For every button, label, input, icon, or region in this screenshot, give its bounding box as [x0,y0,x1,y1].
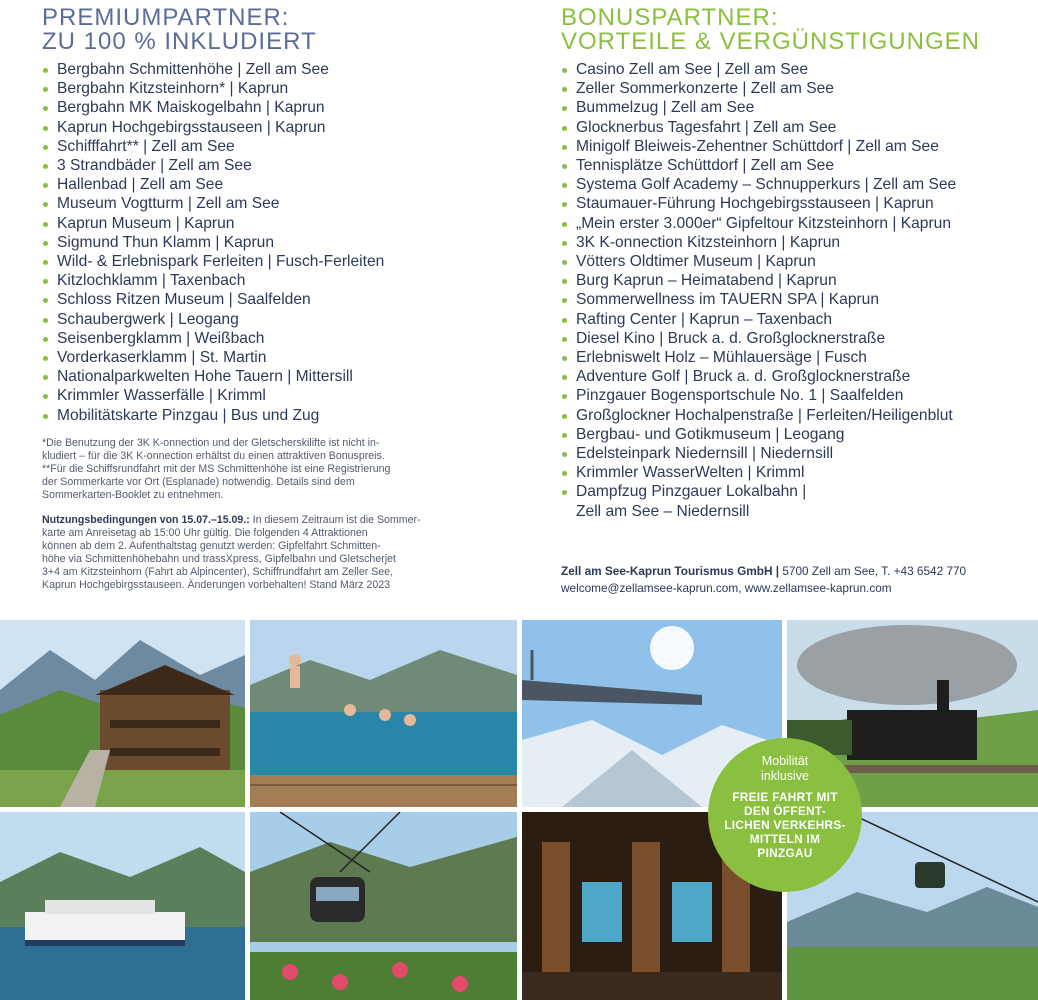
list-item: 3 Strandbäder | Zell am See [42,156,512,175]
contact-line2: welcome@zellamsee-kaprun.com, www.zellamsee-kaprun.com [561,581,892,595]
conditions-line: 3+4 am Kitzsteinhorn (Fahrt ab Alpincenter), Schiffrundfahrt am Zeller See, [42,565,394,578]
mobility-badge [708,738,862,892]
list-item: Glocknerbus Tagesfahrt | Zell am See [561,118,1031,137]
list-item [561,482,1031,520]
list-item: Schifffahrt** | Zell am See [42,137,512,156]
list-item: Kitzlochklamm | Taxenbach [42,271,512,290]
list-item: Tennisplätze Schüttdorf | Zell am See [561,156,1031,175]
list-item: Burg Kaprun – Heimatabend | Kaprun [561,271,1031,290]
cable-car-flowers-photo [250,812,517,1000]
contact-company: Zell am See-Kaprun Tourismus GmbH | [561,564,780,578]
conditions-line: höhe via Schmittenhöhebahn und trassXpress, Gipfelbahn und Gletscherjet [42,552,396,565]
list-item: Mobilitätskarte Pinzgau | Bus und Zug [42,406,512,425]
list-item: Erlebniswelt Holz – Mühlauersäge | Fusch [561,348,1031,367]
badge-bold-line: PINZGAU [757,846,813,860]
footnote-line: Sommerkarten-Booklet zu entnehmen. [42,488,224,501]
list-item: Sommerwellness im TAUERN SPA | Kaprun [561,290,1031,309]
premium-partner-heading [42,6,512,54]
premium-heading-line2: ZU 100 % INKLUDIERT [42,28,317,55]
bonus-partner-section [561,6,1031,521]
list-item: Rafting Center | Kaprun – Taxenbach [561,310,1031,329]
list-item: Diesel Kino | Bruck a. d. Großglocknerstraße [561,329,1031,348]
list-item: Kaprun Hochgebirgsstauseen | Kaprun [42,118,512,137]
list-item: Seisenbergklamm | Weißbach [42,329,512,348]
list-item: Kaprun Museum | Kaprun [42,214,512,233]
conditions-line: Kaprun Hochgebirgsstauseen. Änderungen vorbehalten! Stand März 2023 [42,578,391,591]
contact-info [561,563,1031,597]
list-item: „Mein erster 3.000er“ Gipfeltour Kitzsteinhorn | Kaprun [561,214,1031,233]
premium-partner-section [42,6,512,592]
footnote-line: **Für die Schiffsrundfahrt mit der MS Schmittenhöhe ist eine Registrierung [42,462,391,475]
list-item: Systema Golf Academy – Schnupperkurs | Zell am See [561,175,1031,194]
list-item: Edelsteinpark Niedernsill | Niedernsill [561,444,1031,463]
list-item: Schloss Ritzen Museum | Saalfelden [42,290,512,309]
conditions-line: können ab dem 2. Aufenthaltstag genutzt werden: Gipfelfahrt Schmitten- [42,539,381,552]
list-item: Pinzgauer Bogensportschule No. 1 | Saalfelden [561,386,1031,405]
contact-line1 [561,563,1031,580]
bonus-partner-heading [561,6,1031,54]
bonus-heading-line2: VORTEILE & VERGÜNSTIGUNGEN [561,28,980,55]
list-item: Vorderkaserklamm | St. Martin [42,348,512,367]
list-item: Sigmund Thun Klamm | Kaprun [42,233,512,252]
badge-line1: Mobilität [761,754,809,768]
lake-jump-photo [250,620,517,807]
list-item: Minigolf Bleiweis-Zehentner Schüttdorf | Zell am See [561,137,1031,156]
badge-bold-line: DEN ÖFFENT- [744,804,826,818]
list-item: Krimmler WasserWelten | Krimml [561,463,1031,482]
bonus-partner-list [561,60,1031,521]
list-item-line1: Dampfzug Pinzgauer Lokalbahn | [576,483,807,501]
premium-heading-line1: PREMIUMPARTNER: [42,4,290,31]
list-item: Vötters Oldtimer Museum | Kaprun [561,252,1031,271]
list-item: Adventure Golf | Bruck a. d. Großglocknerstraße [561,367,1031,386]
conditions-first-line [42,514,512,527]
conditions-label: Nutzungsbedingungen von 15.07.–15.09.: [42,513,250,526]
conditions-line: karte am Anreisetag ab 15:00 Uhr gültig. Die folgenden 4 Attraktionen [42,526,368,539]
list-item: Casino Zell am See | Zell am See [561,60,1031,79]
list-item: Wild- & Erlebnispark Ferleiten | Fusch-Ferleiten [42,252,512,271]
list-item: Hallenbad | Zell am See [42,175,512,194]
list-item-line2: Zell am See – Niedernsill [576,502,750,520]
list-item: Krimmler Wasserfälle | Krimml [42,386,512,405]
list-item: Bummelzug | Zell am See [561,98,1031,117]
list-item: Nationalparkwelten Hohe Tauern | Mittersill [42,367,512,386]
mountain-chalet-photo [0,620,245,807]
footnote-line: der Sommerkarte vor Ort (Esplanade) notwendig. Details sind dem [42,475,355,488]
list-item: 3K K-onnection Kitzsteinhorn | Kaprun [561,233,1031,252]
list-item: Bergbahn Kitzsteinhorn* | Kaprun [42,79,512,98]
bonus-heading-line1: BONUSPARTNER: [561,4,779,31]
list-item: Bergbahn Schmittenhöhe | Zell am See [42,60,512,79]
premium-partner-list [42,60,512,425]
badge-bold-line: MITTELN IM [749,832,821,846]
badge-line2: inklusive [761,769,809,783]
conditions-first-text: In diesem Zeitraum ist die Sommer- [249,513,421,526]
usage-conditions [42,514,512,592]
footnote-line: *Die Benutzung der 3K K-onnection und der Gletscherskilifte ist nicht in- [42,436,380,449]
list-item: Museum Vogtturm | Zell am See [42,194,512,213]
contact-address: 5700 Zell am See, T. +43 6542 770 [779,564,967,578]
lake-ship-photo [0,812,245,1000]
list-item: Bergbahn MK Maiskogelbahn | Kaprun [42,98,512,117]
badge-bold-line: FREIE FAHRT MIT [732,790,838,804]
badge-bold-line: LICHEN VERKEHRS- [724,818,846,832]
list-item: Staumauer-Führung Hochgebirgsstauseen | Kaprun [561,194,1031,213]
list-item: Großglockner Hochalpenstraße | Ferleiten/Heiligenblut [561,406,1031,425]
badge-bold-text [708,790,862,860]
footnote-line: kludiert – für die 3K K-onnection erhältst du einen attraktiven Bonuspreis. [42,449,385,462]
list-item: Zeller Sommerkonzerte | Zell am See [561,79,1031,98]
list-item: Schaubergwerk | Leogang [42,310,512,329]
footnotes [42,437,512,502]
list-item: Bergbau- und Gotikmuseum | Leogang [561,425,1031,444]
